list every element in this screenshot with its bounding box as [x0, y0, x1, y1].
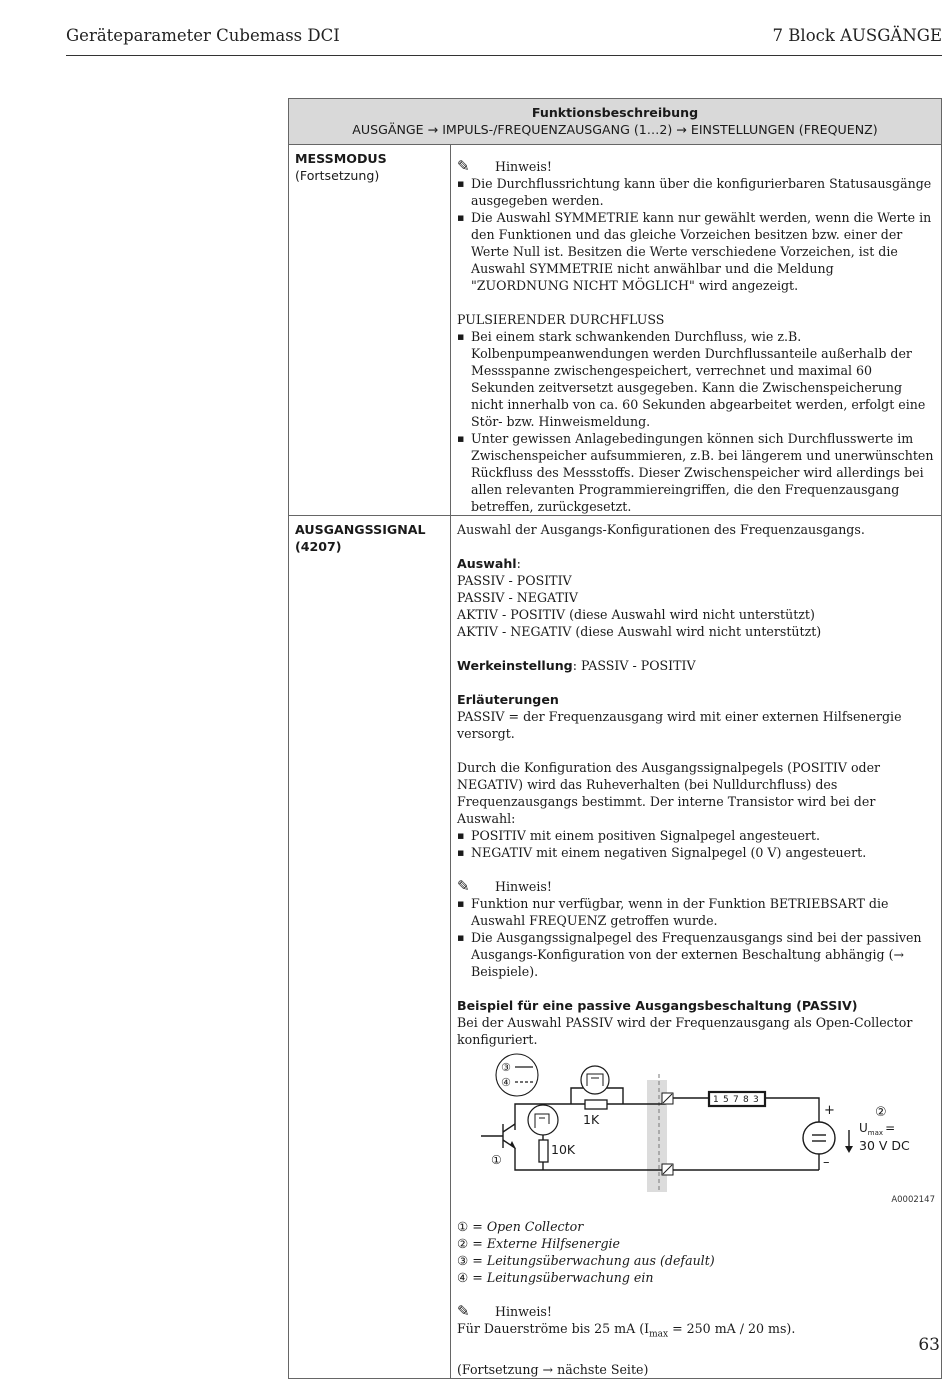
switch-circle-top	[581, 1066, 609, 1094]
config-text: Durch die Konfiguration des Ausgangssignalpegels (POSITIV oder NEGATIV) wird das Ruheverhalten (bei Nulldurchfluss) des Frequenzausgangs bestimmt. Der interne Transistor wird bei der Auswahl:	[457, 760, 881, 826]
table-header	[289, 99, 942, 145]
resistor-10k	[539, 1140, 548, 1162]
selection-label: Auswahl	[457, 556, 517, 571]
option-item: AKTIV - NEGATIV (diese Auswahl wird nicht unterstützt)	[457, 624, 822, 639]
running-header-chapter: 7 Block AUSGÄNGE	[772, 26, 942, 45]
explanation-title: Erläuterungen	[457, 692, 559, 707]
example-text: Bei der Auswahl PASSIV wird der Frequenzausgang als Open-Collector konfiguriert.	[457, 1015, 913, 1047]
table-row-ausgangssignal	[289, 516, 942, 1379]
intro-text: Auswahl der Ausgangs-Konfigurationen des Frequenzausgangs.	[457, 522, 865, 537]
note-label: Hinweis!	[495, 879, 552, 894]
figure-id: A0002147	[891, 1195, 935, 1205]
option-item: AKTIV - POSITIV (diese Auswahl wird nicht unterstützt)	[457, 607, 815, 622]
note-label: Hinweis!	[495, 1304, 552, 1319]
legend-item: ① = Open Collector	[457, 1219, 584, 1234]
param-subtitle: (Fortsetzung)	[295, 168, 380, 183]
option-item: PASSIV - POSITIV	[457, 573, 572, 588]
figure-legend	[457, 1218, 935, 1286]
note	[457, 1303, 935, 1320]
switch-circle-left	[528, 1105, 558, 1135]
default-label: Werkeinstellung	[457, 658, 573, 673]
resistor-1k	[585, 1100, 607, 1109]
config-list	[457, 827, 935, 861]
function-table	[288, 98, 942, 1379]
list-item: ▪ Die Ausgangssignalpegel des Frequenzausgangs sind bei der passiven Ausgangs-Konfiguration von der externen Beschaltung abhängig (→ Beispiele).	[457, 929, 935, 980]
note	[457, 158, 935, 175]
page-number: 63	[918, 1335, 940, 1355]
param-code: (4207)	[295, 539, 342, 554]
note	[457, 878, 935, 895]
note-list	[457, 895, 935, 980]
default-value: : PASSIV - POSITIV	[572, 658, 696, 673]
plus-sign: +	[824, 1103, 835, 1118]
example-title: Beispiel für eine passive Ausgangsbeschaltung (PASSIV)	[457, 998, 858, 1013]
svg-text:7: 7	[733, 1095, 739, 1105]
default-setting	[457, 657, 935, 674]
marker-3: ③	[501, 1061, 511, 1074]
list-item: ▪ Unter gewissen Anlagebedingungen können sich Durchflusswerte im Zwischenspeicher aufsummieren, z.B. bei längerem und unerwünschten Rückfluss des Messstoffs. Dieser Zwischenspeicher wird allerdings bei allen relevanten Programmiereingriffen, die den Frequenzausgang betreffen, zurückgesetzt.	[457, 430, 935, 515]
label-1k: 1K	[583, 1112, 600, 1127]
svg-text:1: 1	[713, 1095, 719, 1105]
header-rule	[66, 55, 942, 56]
section-title: PULSIERENDER DURCHFLUSS	[457, 312, 665, 327]
list-item: ▪ NEGATIV mit einem negativen Signalpegel (0 V) angesteuert.	[457, 844, 935, 861]
description-cell	[451, 145, 942, 516]
marker-4: ④	[501, 1076, 511, 1089]
circuit-svg	[457, 1052, 935, 1210]
arrow-down-icon	[845, 1146, 853, 1153]
voltage-label: 30 V DC	[859, 1138, 910, 1153]
circuit-diagram	[457, 1052, 935, 1210]
continuation-note: (Fortsetzung → nächste Seite)	[457, 1361, 649, 1377]
param-cell	[289, 145, 451, 516]
svg-text:8: 8	[743, 1095, 749, 1105]
list-item: ▪ POSITIV mit einem positiven Signalpegel angesteuert.	[457, 827, 935, 844]
explanation-text: PASSIV = der Frequenzausgang wird mit einer externen Hilfsenergie versorgt.	[457, 709, 902, 741]
list-item: ▪ Funktion nur verfügbar, wenn in der Funktion BETRIEBSART die Auswahl FREQUENZ getroffen wurde.	[457, 895, 935, 929]
pulsing-list	[457, 328, 935, 515]
voltage-source	[803, 1122, 835, 1154]
svg-text:3: 3	[753, 1095, 759, 1105]
list-item: ▪ Bei einem stark schwankenden Durchfluss, wie z.B. Kolbenpumpeanwendungen werden Durchflussanteile außerhalb der Messspanne zwischengespeichert, verrechnet und maximal 60 Sekunden zeitversetzt ausgegeben. Kann die Zwischenspeicherung nicht innerhalb von ca. 60 Sekunden abgearbeitet werden, erfolgt eine Stör- bzw. Hinweismeldung.	[457, 328, 935, 430]
legend-item: ④ = Leitungsüberwachung ein	[457, 1270, 654, 1285]
note-label: Hinweis!	[495, 159, 552, 174]
running-header-title: Geräteparameter Cubemass DCI	[66, 26, 340, 45]
marker-1: ①	[491, 1153, 502, 1167]
table-row-messmodus	[289, 145, 942, 516]
note-list	[457, 175, 935, 294]
umax-label: $U_{max}$ =	[859, 1121, 896, 1137]
list-item: ▪ Die Auswahl SYMMETRIE kann nur gewählt werden, wenn die Werte in den Funktionen und das gleiche Vorzeichen besitzen bzw. einer der Werte Null ist. Besitzen die Werte verschiedene Vorzeichen, ist die Auswahl SYMMETRIE nicht anwählbar und die Meldung "ZUORDNUNG NICHT MÖGLICH" wird angezeigt.	[457, 209, 935, 294]
label-10k: 10K	[551, 1142, 576, 1157]
pencil-icon: ✎	[457, 1302, 470, 1320]
list-item: ▪ Die Durchflussrichtung kann über die konfigurierbaren Statusausgänge ausgegeben werden.	[457, 175, 935, 209]
param-name: AUSGANGSSIGNAL	[295, 522, 426, 537]
table-title: Funktionsbeschreibung	[531, 105, 699, 120]
current-note: Für Dauerströme bis 25 mA ($I_{max} = 250$ mA / 20 ms).	[457, 1321, 796, 1340]
option-item: PASSIV - NEGATIV	[457, 590, 578, 605]
pencil-icon: ✎	[457, 157, 470, 175]
svg-text:5: 5	[723, 1095, 729, 1105]
table-menu-path: AUSGÄNGE → IMPULS-/FREQUENZAUSGANG (1…2) → EINSTELLUNGEN (FREQUENZ)	[352, 122, 878, 137]
minus-sign: –	[823, 1155, 830, 1170]
param-cell	[289, 516, 451, 1379]
legend-item: ② = Externe Hilfsenergie	[457, 1236, 620, 1251]
legend-item: ③ = Leitungsüberwachung aus (default)	[457, 1253, 715, 1268]
description-cell: Auswahl der Ausgangs-Konfigurationen des Frequenzausgangs. Auswahl: PASSIV - POSITIV PASSIV - NEGATIV AKTIV - POSITIV (diese Auswahl wird nicht unterstützt) AKTIV - NEGATIV (diese Auswahl wird nicht unterstützt) Werkeinstellung: PASSIV - POSITIV Erläuterungen PASSIV = der Frequenzausgang wird mit einer externen Hilfsenergie versorgt. Durch die Konfiguration des Ausgangssignalpegels (POSITIV oder NEGATIV) wird das Ruheverhalten (bei Nulldurchfluss) des Frequenzausgangs bestimmt. Der interne Transistor wird bei der Auswahl: ▪ POSITIV mit einem positiven Signalpegel angesteuert. ▪ NEGATIV mit einem negativen Signalpegel (0 V) angesteuert. ✎ Hinweis! ▪ Funktion nur verfügbar, wenn in der Funktion BETRIEBSART die Auswahl FREQUENZ getroffen wurde. ▪ Die Ausgangssignalpegel des Frequenzausgangs sind bei der passiven Ausgangs-Konfiguration von der externen Beschaltung abhängig (→ Beispiele). Beispiel für eine passive Ausgangsbeschaltung (PASSIV) Bei der Auswahl PASSIV wird der Frequenzausgang als Open-Collector konfiguriert. ③ ④ ① 1K 10K 1 5 7 8 3 + – ② $U_{max}$ = 30 V DC A0002147 ① = Open Collector ② = Externe Hilfsenergie ③ = Leitungsüberwachung aus (default) ④ = Leitungsüberwachung ein ✎ Hinweis! Für Dauerströme bis 25 mA ($I_{max} = 250$ mA / 20 ms). (Fortsetzung → nächste Seite)	[451, 516, 942, 1379]
pencil-icon: ✎	[457, 877, 470, 895]
transistor-emitter-arrow	[510, 1141, 516, 1149]
marker-2: ②	[875, 1105, 887, 1120]
param-name: MESSMODUS	[295, 151, 387, 166]
